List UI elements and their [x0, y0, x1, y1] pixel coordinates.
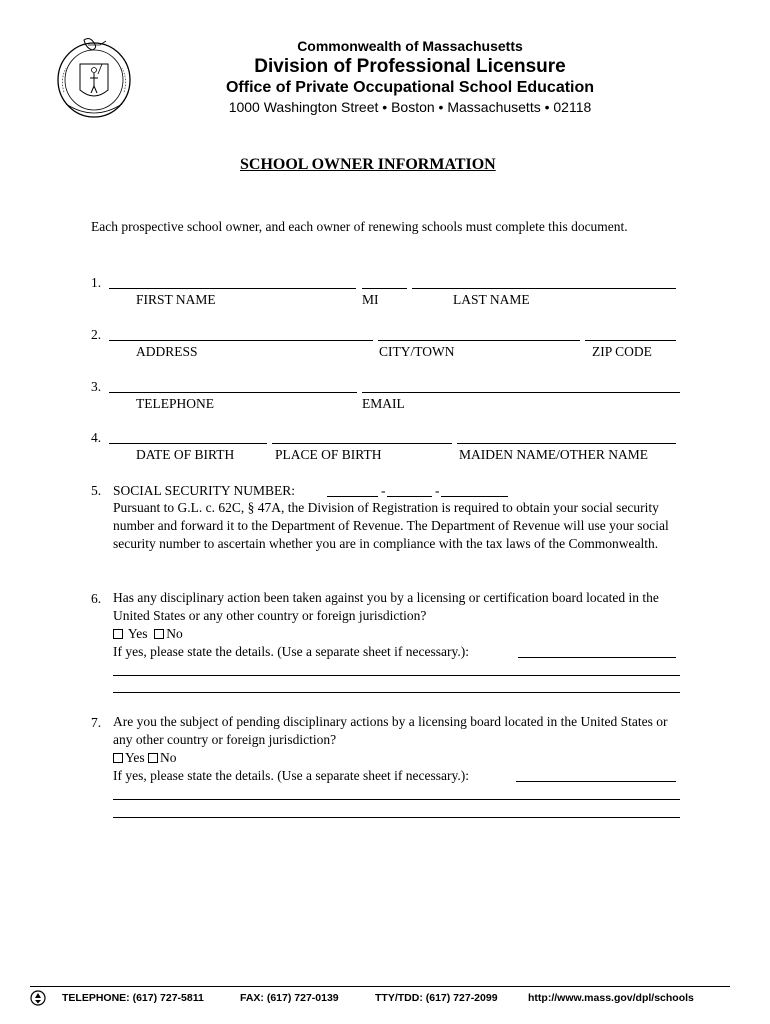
q6-details-field[interactable] — [518, 657, 676, 658]
ssn-separator-1: - — [381, 483, 386, 498]
ssn-part-2-field[interactable] — [387, 496, 432, 497]
telephone-field[interactable] — [109, 392, 357, 393]
q7-details-field[interactable] — [516, 781, 676, 782]
ssn-label: SOCIAL SECURITY NUMBER: — [113, 483, 296, 498]
maiden-name-label: MAIDEN NAME/OTHER NAME — [459, 447, 648, 462]
header-office: Office of Private Occupational School Education — [225, 79, 595, 96]
item-number-2: 2. — [91, 327, 102, 342]
q7-options — [113, 751, 177, 765]
q6-details-line-3[interactable] — [113, 692, 680, 693]
q6-details-line-2[interactable] — [113, 675, 680, 676]
q7-details-prompt: If yes, please state the details. (Use a separate sheet if necessary.): — [113, 768, 469, 783]
q6-details-prompt: If yes, please state the details. (Use a separate sheet if necessary.): — [113, 644, 469, 659]
footer-telephone: TELEPHONE: (617) 727-5811 — [62, 992, 204, 1004]
telephone-label: TELEPHONE — [136, 396, 214, 411]
city-town-label: CITY/TOWN — [379, 344, 455, 359]
item-number-3: 3. — [91, 379, 102, 394]
item-number-1: 1. — [91, 275, 102, 290]
q7-details-line-2[interactable] — [113, 799, 680, 800]
address-label: ADDRESS — [136, 344, 198, 359]
date-of-birth-label: DATE OF BIRTH — [136, 447, 235, 462]
massachusetts-seal — [54, 36, 134, 120]
ssn-separator-2: - — [435, 483, 440, 498]
first-name-field[interactable] — [109, 288, 356, 289]
footer-divider — [30, 986, 730, 987]
city-town-field[interactable] — [378, 340, 580, 341]
footer-fax: FAX: (617) 727-0139 — [240, 992, 339, 1004]
q7-question: Are you the subject of pending disciplinary actions by a licensing board located in the United States or any other country or foreign jurisdiction? — [113, 714, 668, 747]
ssn-notice: Pursuant to G.L. c. 62C, § 47A, the Division of Registration is required to obtain your social security number and forward it to the Department of Revenue. The Department of Revenue will use your social security number to ascertain whether you are in compliance with the tax laws of the Commonwealth. — [113, 500, 669, 551]
footer-tty: TTY/TDD: (617) 727-2099 — [375, 992, 498, 1004]
q7-no-label: No — [160, 750, 177, 765]
item-number-5: 5. — [91, 483, 102, 498]
zip-code-field[interactable] — [585, 340, 676, 341]
email-label: EMAIL — [362, 396, 405, 411]
item-number-7: 7. — [91, 715, 102, 730]
q6-no-label: No — [166, 626, 183, 641]
intro-text: Each prospective school owner, and each owner of renewing schools must complete this document. — [91, 219, 628, 234]
q7-yes-checkbox[interactable] — [113, 753, 123, 763]
last-name-label: LAST NAME — [453, 292, 530, 307]
mi-field[interactable] — [362, 288, 407, 289]
first-name-label: FIRST NAME — [136, 292, 216, 307]
zip-code-label: ZIP CODE — [592, 344, 652, 359]
last-name-field[interactable] — [412, 288, 676, 289]
email-field[interactable] — [362, 392, 680, 393]
ssn-part-1-field[interactable] — [327, 496, 378, 497]
q6-options — [113, 627, 183, 641]
address-field[interactable] — [109, 340, 373, 341]
header-address: 1000 Washington Street • Boston • Massachusetts • 02118 — [228, 99, 592, 115]
mi-label: MI — [362, 292, 379, 307]
place-of-birth-field[interactable] — [272, 443, 452, 444]
maiden-name-field[interactable] — [457, 443, 676, 444]
item-number-6: 6. — [91, 591, 102, 606]
page-title: SCHOOL OWNER INFORMATION — [240, 156, 496, 173]
item-number-4: 4. — [91, 430, 102, 445]
q6-yes-label: Yes — [127, 626, 148, 641]
header-commonwealth: Commonwealth of Massachusetts — [297, 38, 523, 54]
q7-yes-label: Yes — [125, 750, 145, 765]
recycle-icon — [30, 990, 46, 1006]
footer-url[interactable]: http://www.mass.gov/dpl/schools — [528, 992, 694, 1004]
q7-details-line-3[interactable] — [113, 817, 680, 818]
ssn-part-3-field[interactable] — [441, 496, 508, 497]
header-division: Division of Professional Licensure — [254, 56, 566, 77]
q6-no-checkbox[interactable] — [154, 629, 164, 639]
place-of-birth-label: PLACE OF BIRTH — [275, 447, 382, 462]
q6-question: Has any disciplinary action been taken against you by a licensing or certification board located in the United States or any other country or foreign jurisdiction? — [113, 590, 659, 623]
date-of-birth-field[interactable] — [109, 443, 267, 444]
q6-yes-checkbox[interactable] — [113, 629, 123, 639]
q7-no-checkbox[interactable] — [148, 753, 158, 763]
